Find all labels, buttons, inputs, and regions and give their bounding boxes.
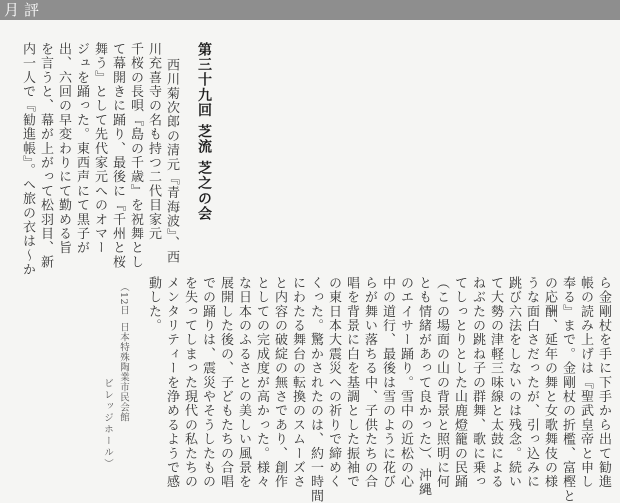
text-line: くった。驚かされたのは、約一時間 — [308, 276, 323, 503]
text-line: と内容の破綻の無さであり、創作 — [272, 276, 287, 489]
text-line: ら金剛杖を手に下手から出て勧進 — [596, 276, 611, 489]
text-line: 出、六回の早変わりにて勤める旨 — [56, 42, 71, 255]
text-line: を言うと、幕が上がって松羽目、新 — [38, 42, 53, 270]
text-line: てしっとりとした山鹿燈籠の民踊 — [452, 276, 467, 489]
column-title: 月評 — [4, 1, 45, 19]
text-line: 川充喜寺の名も持つ二代目家元 — [146, 42, 161, 241]
text-line: 展開した後の、子どもたちの合唱 — [218, 276, 233, 489]
footnote-hall: ビレッジホール） — [102, 378, 113, 470]
text-line: のエイサー踊り。雪中の近松の心 — [398, 276, 413, 489]
text-line: とも情緒があって良かった）、沖縄 — [416, 276, 431, 497]
text-line: にわたる舞台の転換のスムーズさ — [290, 276, 305, 489]
text-line: らが舞い落ちる中、子供たちの合 — [362, 276, 377, 489]
text-line: ジュを踊った。東西声にて黒子が — [74, 42, 89, 255]
footnote-date: （12日 — [118, 282, 129, 316]
text-line: 舞う』として先代家元へのオマー — [92, 42, 107, 255]
text-line: （この場面の山の背景と照明に何 — [434, 276, 449, 489]
text-line: 千桜の長唄『島の千歳』を祝舞とし — [128, 42, 143, 270]
text-line: の東日本大震災への祈りで締めく — [326, 276, 341, 489]
text-line: での踊りは、震災やそうしたもの — [200, 276, 215, 489]
article-heading: 第三十九回 芝流 芝之の会 — [196, 42, 212, 222]
text-line: うな面白さだったが、引っ込みに — [524, 276, 539, 489]
text-line: としての完成度が高かった。様々 — [254, 276, 269, 489]
text-line: 奉る』まで。金剛杖の折檻、富樫と — [560, 276, 575, 503]
text-line: て幕開きに踊り、最後に『千州と桜 — [110, 42, 125, 270]
text-line: な日本のふるさとの美しい風景を — [236, 276, 251, 489]
text-line: の応酬、延年の舞と女歌舞伎の様 — [542, 276, 557, 489]
text-line: 跳び六法をしないのは残念。続い — [506, 276, 521, 489]
text-line: 唱を背景に白を基調とした振袖で — [344, 276, 359, 489]
text-line: 帳の読み上げは『聖武皇帝と申し — [578, 276, 593, 489]
header-bar — [0, 0, 620, 20]
text-line: て大勢の津軽三味線と太鼓による — [488, 276, 503, 489]
text-line: を失ってしまった現代の私たちの — [182, 276, 197, 489]
text-line: 西川菊次郎の清元『青海波』、西 — [164, 58, 179, 265]
text-line: ねぶたの跳ね子の群舞、歌に乗っ — [470, 276, 485, 489]
text-line: 内一人で『勧進帳』。へ旅の衣は〜か — [20, 42, 35, 277]
footnote-venue: 日本特殊陶業市民会館 — [118, 322, 129, 422]
text-line: 中の道行、最後は雪のように花び — [380, 276, 395, 489]
text-line: メンタリティーを浄めるようで感 — [164, 276, 179, 489]
text-line: 動した。 — [146, 276, 161, 333]
